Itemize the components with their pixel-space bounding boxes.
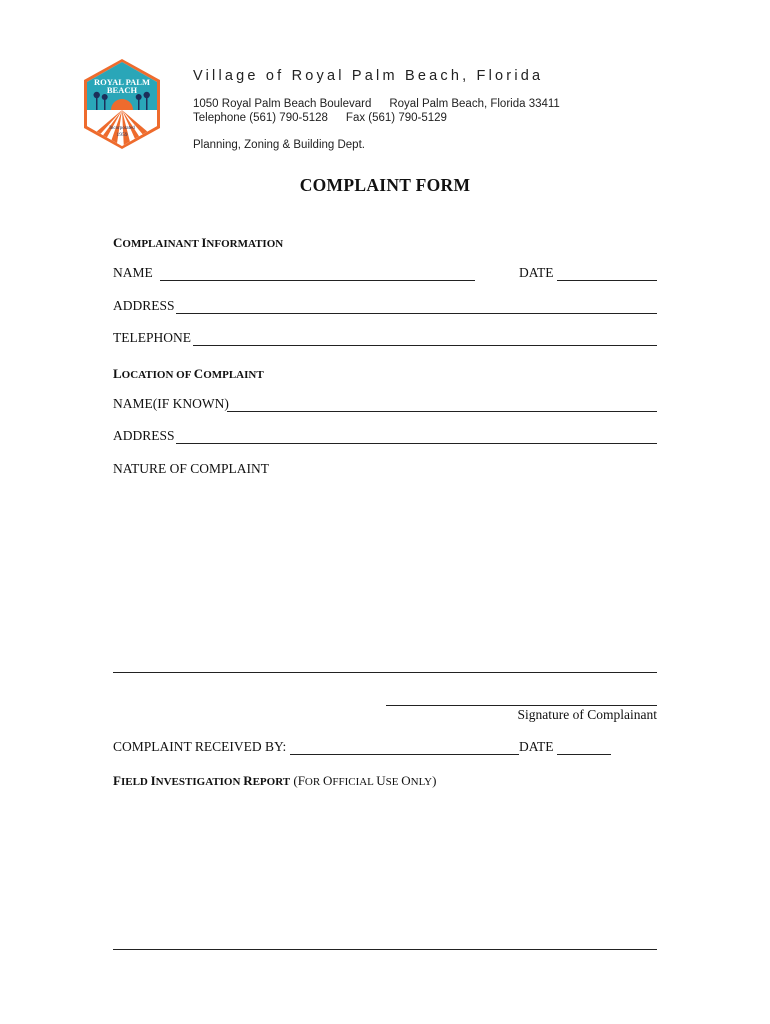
- address-city: Royal Palm Beach, Florida 33411: [389, 98, 560, 110]
- header-address-line: [193, 98, 560, 110]
- heading-rest: NVESTIGATION: [155, 776, 244, 788]
- form-title: COMPLAINT FORM: [299, 175, 471, 195]
- heading-rest: SE: [385, 776, 402, 788]
- heading-cap: I: [201, 235, 207, 250]
- heading-cap: U: [376, 773, 386, 788]
- header-title: Village of Royal Palm Beach, Florida: [193, 68, 544, 84]
- paren: (: [290, 773, 298, 788]
- seal-incorporated: Incorporated: [109, 126, 135, 131]
- heading-cap: L: [113, 366, 122, 381]
- location-address-input-line[interactable]: [176, 443, 657, 444]
- seal-text-line2: BEACH: [106, 85, 138, 95]
- heading-cap: R: [243, 773, 253, 788]
- field-investigation-heading: [113, 773, 436, 789]
- heading-rest: FFICIAL: [332, 776, 377, 788]
- heading-cap: C: [193, 366, 204, 381]
- complainant-name-label: NAME: [113, 265, 153, 280]
- telephone: Telephone (561) 790-5128: [193, 112, 328, 124]
- heading-cap: O: [322, 773, 333, 788]
- complainant-telephone-input-line[interactable]: [193, 345, 657, 346]
- header-phone-line: [193, 112, 447, 124]
- heading-cap: I: [150, 773, 156, 788]
- nature-of-complaint-label: NATURE OF COMPLAINT: [113, 461, 270, 476]
- location-address-label: ADDRESS: [113, 428, 175, 443]
- heading-cap: C: [113, 235, 123, 250]
- complainant-telephone-label: TELEPHONE: [113, 330, 191, 345]
- village-seal-logo: [82, 58, 162, 150]
- nature-of-complaint-input-line[interactable]: [113, 672, 657, 673]
- location-name-input-line[interactable]: [227, 411, 657, 412]
- signature-label: Signature of Complainant: [517, 707, 657, 722]
- heading-rest: NLY: [410, 776, 433, 788]
- complainant-date-input-line[interactable]: [557, 280, 657, 281]
- complainant-date-label: DATE: [519, 265, 554, 280]
- heading-rest: OMPLAINT: [203, 369, 264, 381]
- received-date-input-line[interactable]: [557, 754, 611, 755]
- signature-input-line[interactable]: [386, 705, 657, 706]
- complainant-section-heading: [113, 235, 283, 251]
- department: Planning, Zoning & Building Dept.: [193, 139, 365, 151]
- fax: Fax (561) 790-5129: [345, 112, 447, 124]
- heading-cap: O: [401, 773, 411, 788]
- paren: ): [432, 773, 437, 788]
- location-section-heading: [113, 366, 264, 382]
- heading-rest: IELD: [120, 776, 151, 788]
- complainant-address-input-line[interactable]: [176, 313, 657, 314]
- heading-rest: OMPLAINANT: [122, 238, 202, 250]
- received-by-label: COMPLAINT RECEIVED BY:: [113, 739, 287, 754]
- address-street: 1050 Royal Palm Beach Boulevard: [193, 98, 372, 110]
- field-report-input-line[interactable]: [113, 949, 657, 950]
- received-date-label: DATE: [519, 739, 554, 754]
- heading-cap: F: [297, 773, 305, 788]
- seal-text-line1: ROYAL PALM: [94, 77, 150, 87]
- location-name-label: NAME(IF KNOWN): [113, 396, 229, 411]
- complainant-name-input-line[interactable]: [160, 280, 475, 281]
- complainant-address-label: ADDRESS: [113, 298, 175, 313]
- heading-rest: OR: [304, 776, 323, 788]
- seal-year: 1959: [116, 132, 128, 138]
- heading-rest: EPORT: [252, 776, 291, 788]
- received-by-input-line[interactable]: [290, 754, 519, 755]
- heading-rest: NFORMATION: [206, 238, 284, 250]
- heading-cap: F: [113, 773, 121, 788]
- heading-rest: OCATION OF: [121, 369, 194, 381]
